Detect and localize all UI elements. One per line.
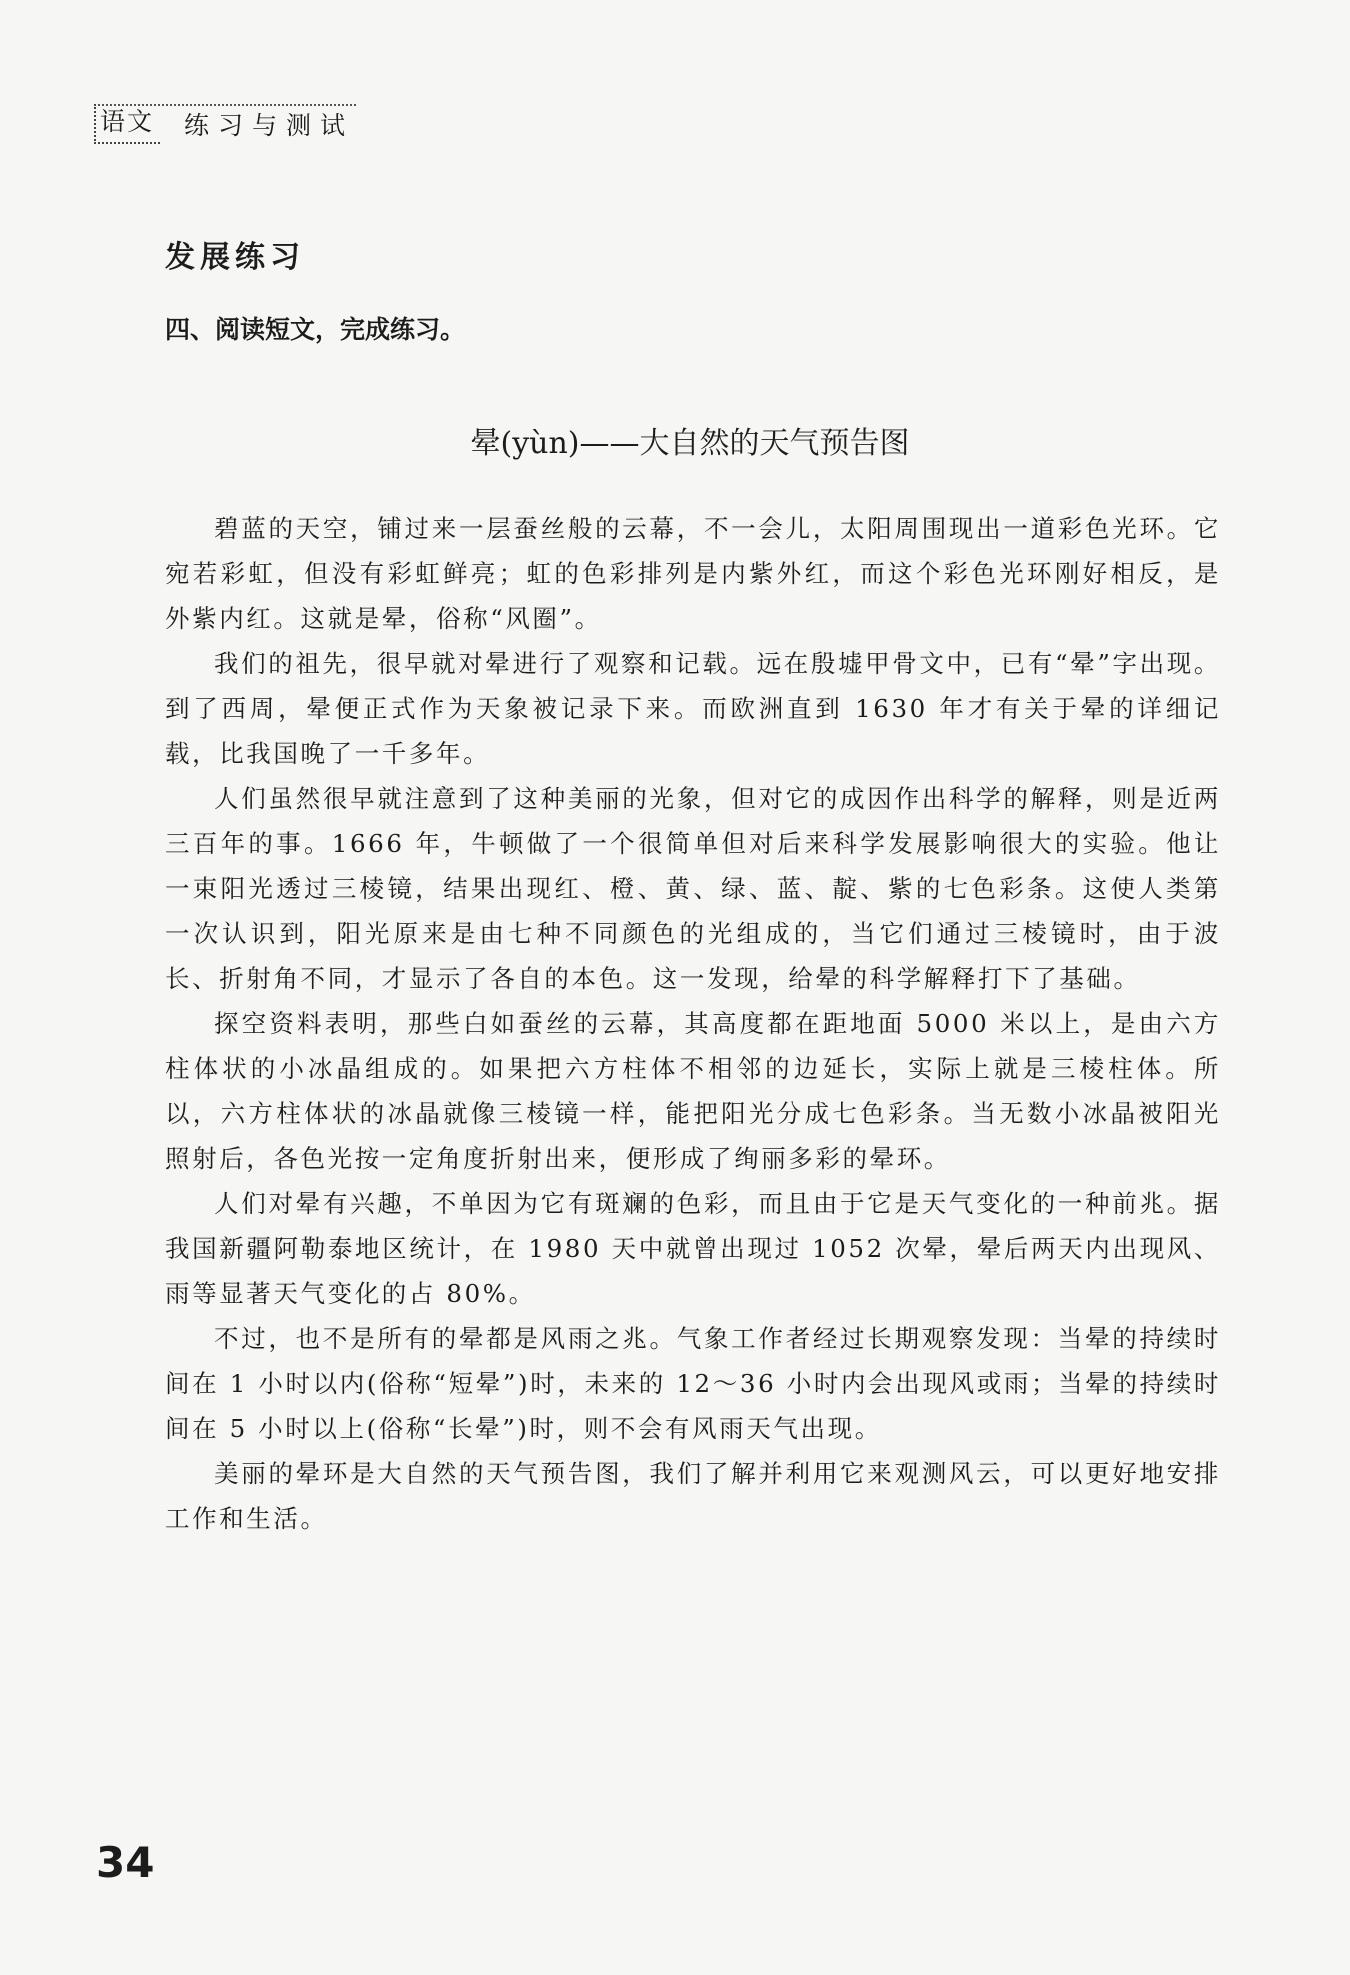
exercise-instruction: 四、阅读短文，完成练习。 (165, 315, 466, 344)
header-title: 练习与测试 (184, 111, 355, 140)
page-number: 34 (96, 1838, 155, 1887)
paragraph: 美丽的晕环是大自然的天气预告图，我们了解并利用它来观测风云，可以更好地安排工作和生活。 (165, 1459, 1221, 1533)
paragraph: 我们的祖先，很早就对晕进行了观察和记载。远在殷墟甲骨文中，已有“晕”字出现。到了西周，晕便正式作为天象被记录下来。而欧洲直到 1630 年才有关于晕的详细记载，比我国晚了一千多年。 (165, 649, 1221, 768)
article-body (165, 506, 1221, 1541)
paragraph: 人们虽然很早就注意到了这种美丽的光象，但对它的成因作出科学的解释，则是近两三百年的事。1666 年，牛顿做了一个很简单但对后来科学发展影响很大的实验。他让一束阳光透过三棱镜，结果出现红、橙、黄、绿、蓝、靛、紫的七色彩条。这使人类第一次认识到，阳光原来是由七种不同颜色的光组成的，当它们通过三棱镜时，由于波长、折射角不同，才显示了各自的本色。这一发现，给晕的科学解释打下了基础。 (165, 784, 1221, 993)
paragraph: 探空资料表明，那些白如蚕丝的云幕，其高度都在距地面 5000 米以上，是由六方柱体状的小冰晶组成的。如果把六方柱体不相邻的边延长，实际上就是三棱柱体。所以，六方柱体状的冰晶就像三棱镜一样，能把阳光分成七色彩条。当无数小冰晶被阳光照射后，各色光按一定角度折射出来，便形成了绚丽多彩的晕环。 (165, 1009, 1221, 1173)
article-title: 晕(yùn)——大自然的天气预告图 (470, 426, 910, 461)
running-header (94, 104, 354, 144)
paragraph: 不过，也不是所有的晕都是风雨之兆。气象工作者经过长期观察发现：当晕的持续时间在 1 小时以内(俗称“短晕”)时，未来的 12～36 小时内会出现风或雨；当晕的持续时间在 5 小时以上(俗称“长晕”)时，则不会有风雨天气出现。 (165, 1324, 1221, 1443)
section-title: 发展练习 (165, 240, 305, 275)
paragraph: 人们对晕有兴趣，不单因为它有斑斓的色彩，而且由于它是天气变化的一种前兆。据我国新疆阿勒泰地区统计，在 1980 天中就曾出现过 1052 次晕，晕后两天内出现风、雨等显著天气变化的占 80%。 (165, 1189, 1221, 1308)
paragraph: 碧蓝的天空，铺过来一层蚕丝般的云幕，不一会儿，太阳周围现出一道彩色光环。它宛若彩虹，但没有彩虹鲜亮；虹的色彩排列是内紫外红，而这个彩色光环刚好相反，是外紫内红。这就是晕，俗称“风圈”。 (165, 514, 1221, 633)
header-subject: 语文 (94, 104, 160, 144)
